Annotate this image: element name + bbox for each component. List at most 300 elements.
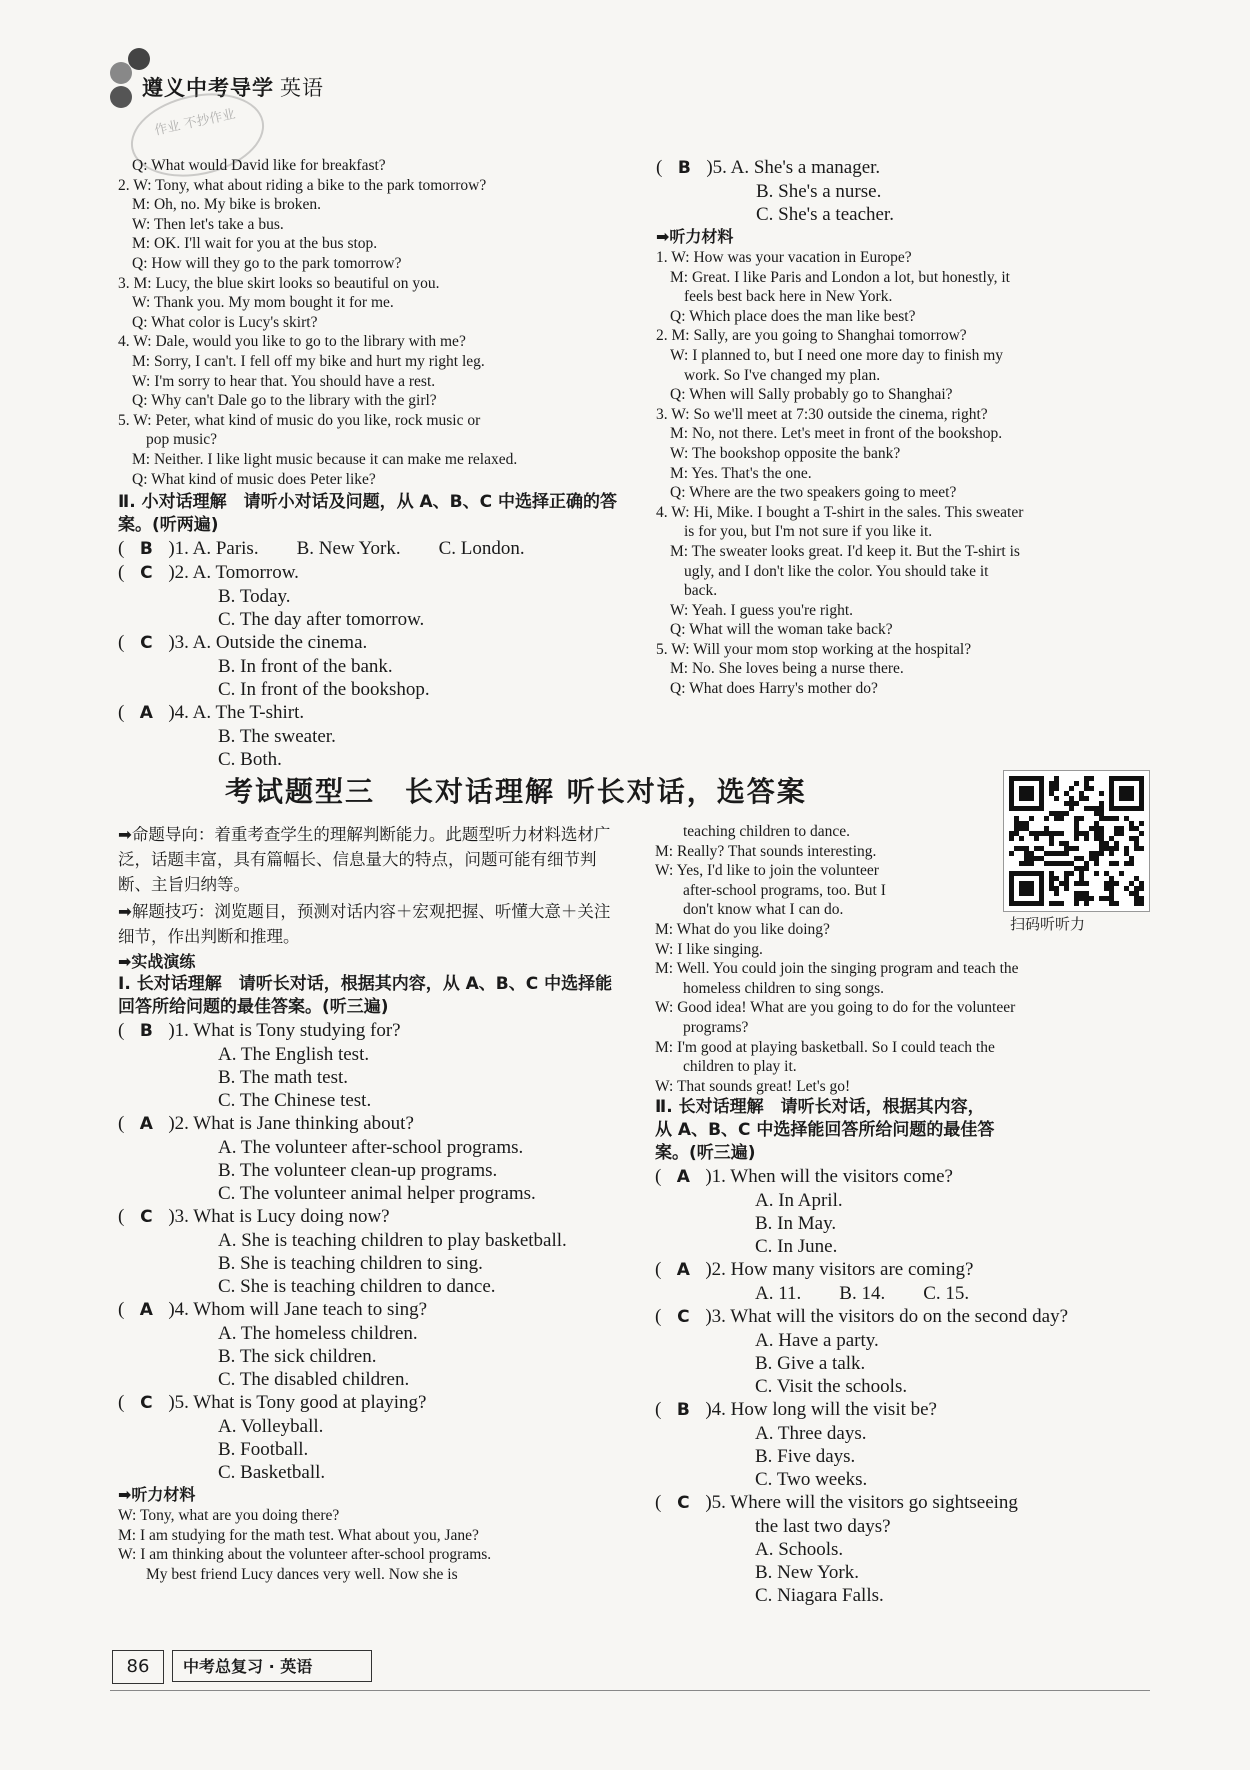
transcript-line: Q: What kind of music does Peter like? <box>132 470 376 488</box>
qr-module <box>1074 801 1079 806</box>
qr-module <box>1019 836 1024 841</box>
transcript-line: W: That sounds great! Let's go! <box>655 1077 851 1095</box>
qr-module <box>1014 816 1019 821</box>
qr-module <box>1034 846 1039 851</box>
transcript-line: M: Really? That sounds interesting. <box>655 842 877 860</box>
qr-module <box>1119 831 1124 836</box>
paren: ( <box>118 1020 125 1041</box>
transcript-line: M: No. She loves being a nurse there. <box>670 660 904 678</box>
qr-module <box>1064 801 1069 806</box>
hexagon-decoration-icon <box>110 62 132 84</box>
answer-option: B. The math test. <box>218 1067 348 1088</box>
right-top-column <box>656 156 1156 699</box>
qr-module <box>1099 851 1104 856</box>
page-header <box>110 48 510 108</box>
qr-module <box>1074 881 1079 886</box>
qr-module <box>1129 891 1134 896</box>
qr-module <box>1094 836 1099 841</box>
qr-module <box>1019 846 1024 851</box>
answer-option: B. New York. <box>755 1562 859 1584</box>
qr-module <box>1079 816 1084 821</box>
qr-module <box>1124 851 1129 856</box>
qr-module <box>1114 816 1119 821</box>
qr-code-icon[interactable] <box>1003 770 1150 912</box>
listening-material-marker: ➡听力材料 <box>118 1485 196 1504</box>
transcript-line: after-school programs, too. But I <box>683 881 886 899</box>
qr-module <box>1049 841 1054 846</box>
qr-module <box>1049 876 1054 881</box>
qr-module <box>1084 861 1089 866</box>
transcript-line: W: Thank you. My mom bought it for me. <box>132 294 394 312</box>
question-row <box>118 1298 613 1322</box>
qr-module <box>1044 831 1049 836</box>
qr-module <box>1134 841 1139 846</box>
qr-module <box>1029 861 1034 866</box>
qr-module <box>1099 836 1104 841</box>
qr-module <box>1049 871 1054 876</box>
transcript-line: feels best back here in New York. <box>684 288 893 306</box>
qr-module <box>1119 826 1124 831</box>
qr-module <box>1129 861 1134 866</box>
transcript-line: 4. W: Hi, Mike. I bought a T-shirt in the sales. This sweater <box>656 503 1024 521</box>
qr-module <box>1094 806 1099 811</box>
qr-module <box>1099 816 1104 821</box>
answer-letter: A <box>676 1260 690 1281</box>
qr-module <box>1039 871 1044 906</box>
left-bottom-column <box>118 822 613 1584</box>
answer-option: C. Basketball. <box>218 1462 326 1483</box>
transcript-line: pop music? <box>146 431 218 449</box>
answer-option: B. The volunteer clean-up programs. <box>218 1160 498 1181</box>
answer-option: B. Football. <box>218 1439 309 1460</box>
qr-module <box>1019 861 1024 866</box>
qr-module <box>1134 876 1139 881</box>
qr-module <box>1054 781 1059 786</box>
transcript-line: M: Yes. That's the one. <box>670 464 812 482</box>
hexagon-decoration-icon <box>128 48 150 70</box>
answer-option: B. Today. <box>218 586 291 608</box>
qr-module <box>1084 781 1089 786</box>
answer-letter: C <box>677 1307 690 1328</box>
section-title: Ⅰ. 长对话理解 请听长对话，根据其内容，从 A、B、C 中选择能回答所给问题的最佳答案。(听三遍) <box>118 974 613 1017</box>
qr-module <box>1009 871 1014 906</box>
qr-module <box>1084 881 1089 886</box>
transcript-line: M: What do you like doing? <box>655 920 830 938</box>
question-row <box>118 1112 613 1136</box>
transcript-line: Q: Which place does the man like best? <box>670 307 916 325</box>
qr-module <box>1089 851 1094 856</box>
question-row <box>118 1019 613 1043</box>
qr-module <box>1034 831 1039 836</box>
paren: ( <box>118 538 125 560</box>
transcript-line: 3. W: So we'll meet at 7:30 outside the cinema, right? <box>656 405 988 423</box>
question-row <box>118 631 618 655</box>
answer-option: A. The homeless children. <box>218 1323 418 1344</box>
transcript-line: M: The sweater looks great. I'd keep it. But the T-shirt is <box>670 542 1020 560</box>
transcript-line: back. <box>684 582 718 600</box>
qr-module <box>1064 886 1069 891</box>
transcript-line: M: I am studying for the math test. What about you, Jane? <box>118 1526 479 1544</box>
answer-option: A. The English test. <box>218 1044 370 1065</box>
transcript-line: don't know what I can do. <box>683 901 844 919</box>
qr-module <box>1109 891 1114 896</box>
transcript-line: M: Great. I like Paris and London a lot, but honestly, it <box>670 268 1010 286</box>
qr-module <box>1109 806 1144 811</box>
section-heading: 考试题型三 长对话理解 听长对话，选答案 <box>225 775 807 808</box>
qr-module <box>1079 891 1084 896</box>
qr-module <box>1079 876 1084 881</box>
qr-module <box>1109 901 1114 906</box>
qr-module <box>1079 791 1084 796</box>
question-row <box>655 1491 1018 1515</box>
answer-letter: A <box>139 1300 153 1320</box>
qr-module <box>1109 896 1114 901</box>
section-title: Ⅱ. 小对话理解 请听小对话及问题，从 A、B、C 中选择正确的答案。(听两遍) <box>118 492 618 536</box>
transcript-line: W: Yes, I'd like to join the volunteer <box>655 862 879 880</box>
qr-module <box>1024 856 1029 861</box>
qr-module <box>1114 861 1119 866</box>
qr-module <box>1094 861 1099 866</box>
qr-module <box>1109 846 1114 851</box>
qr-module <box>1049 811 1054 816</box>
transcript-line: W: Tony, what are you doing there? <box>118 1507 340 1524</box>
qr-module <box>1089 786 1094 791</box>
answer-option: B. Give a talk. <box>755 1353 866 1375</box>
qr-module <box>1094 871 1099 876</box>
qr-module <box>1034 856 1039 861</box>
transcript-line: W: Good idea! What are you going to do for the volunteer <box>655 999 1016 1017</box>
answer-option: C. The volunteer animal helper programs. <box>218 1183 536 1204</box>
transcript-line: Q: What would David like for breakfast? <box>132 157 386 174</box>
qr-module <box>1129 856 1134 861</box>
answer-letter: B <box>676 1400 690 1421</box>
question-row <box>655 1398 995 1422</box>
qr-module <box>1134 901 1139 906</box>
qr-module <box>1064 881 1069 886</box>
paren: ( <box>118 1113 125 1134</box>
qr-module <box>1069 846 1074 851</box>
qr-module <box>1139 831 1144 836</box>
qr-module <box>1009 836 1014 841</box>
question-stem: )4. Whom will Jane teach to sing? <box>168 1299 428 1320</box>
qr-module <box>1029 831 1034 836</box>
answer-option: B. She is teaching children to sing. <box>218 1253 483 1274</box>
qr-module <box>1009 901 1044 906</box>
qr-module <box>1009 806 1044 811</box>
transcript-line: Q: Why can't Dale go to the library with the girl? <box>132 392 437 410</box>
qr-module <box>1044 816 1049 821</box>
qr-module <box>1049 831 1054 836</box>
qr-module <box>1069 806 1074 811</box>
qr-module <box>1139 776 1144 811</box>
qr-module <box>1019 881 1034 896</box>
transcript-line: W: I planned to, but I need one more day to finish my <box>670 346 1004 364</box>
qr-module <box>1064 861 1069 866</box>
transcript-line: W: I'm sorry to hear that. You should have a rest. <box>132 372 436 390</box>
qr-module <box>1054 831 1059 836</box>
transcript-line: Q: How will they go to the park tomorrow? <box>132 254 402 272</box>
qr-module <box>1139 881 1144 886</box>
qr-module <box>1074 826 1079 831</box>
hexagon-decoration-icon <box>110 86 132 108</box>
qr-module <box>1119 786 1134 801</box>
qr-module <box>1019 786 1034 801</box>
qr-module <box>1074 831 1079 836</box>
qr-label: 扫码听听力 <box>1010 915 1086 933</box>
qr-module <box>1079 866 1084 871</box>
answer-option: C. In front of the bookshop. <box>218 679 430 701</box>
qr-module <box>1074 846 1079 851</box>
qr-module <box>1054 861 1059 866</box>
qr-module <box>1054 811 1059 816</box>
qr-module <box>1049 886 1054 891</box>
transcript-line: M: No, not there. Let's meet in front of the bookshop. <box>670 425 1003 443</box>
qr-module <box>1094 831 1099 836</box>
brand-title: 遵义中考导学 英语 <box>142 76 324 100</box>
qr-module <box>1084 796 1089 801</box>
qr-module <box>1134 886 1139 891</box>
qr-module <box>1124 846 1129 851</box>
qr-module <box>1014 826 1019 831</box>
answer-option: A. In April. <box>755 1190 843 1212</box>
qr-module <box>1124 861 1129 866</box>
qr-module <box>1044 861 1049 866</box>
answer-letter: A <box>676 1167 690 1188</box>
answer-option: C. The Chinese test. <box>218 1090 372 1111</box>
section-title: Ⅱ. 长对话理解 请听长对话，根据其内容，从 A、B、C 中选择能回答所给问题的最佳答案。(听三遍) <box>655 1097 995 1164</box>
question-row <box>655 1258 995 1282</box>
qr-module <box>1089 896 1094 901</box>
paren: ( <box>655 1166 662 1188</box>
qr-module <box>1099 841 1104 846</box>
qr-module <box>1049 786 1054 791</box>
transcript-line: W: Then let's take a bus. <box>132 215 284 233</box>
qr-module <box>1009 831 1014 836</box>
answer-option: C. Both. <box>218 749 282 771</box>
paren: ( <box>118 1299 125 1320</box>
qr-module <box>1029 851 1034 856</box>
question-stem: )3. A. Outside the cinema. <box>168 632 368 654</box>
qr-module <box>1134 846 1139 851</box>
qr-module <box>1129 826 1134 831</box>
qr-module <box>1029 856 1034 861</box>
qr-module <box>1054 876 1059 881</box>
qr-module <box>1054 901 1059 906</box>
qr-module <box>1084 776 1089 781</box>
qr-module <box>1094 826 1099 831</box>
question-stem: )2. What is Jane thinking about? <box>168 1113 414 1134</box>
qr-module <box>1024 846 1029 851</box>
answer-option: B. The sweater. <box>218 726 336 748</box>
question-stem: )5. What is Tony good at playing? <box>168 1392 427 1413</box>
qr-module <box>1069 861 1074 866</box>
question-stem: )4. How long will the visit be? <box>705 1399 937 1421</box>
transcript-line: 5. W: Peter, what kind of music do you like, rock music or <box>118 411 481 429</box>
transcript-line: M: Well. You could join the singing program and teach the <box>655 960 1019 978</box>
paren: ( <box>656 157 663 178</box>
qr-module <box>1129 836 1134 841</box>
transcript-line: ugly, and I don't like the color. You should take it <box>684 562 989 580</box>
answer-letter: B <box>139 539 153 560</box>
transcript-line: Q: Where are the two speakers going to meet? <box>670 484 957 502</box>
answer-option: C. Niagara Falls. <box>755 1585 884 1607</box>
question-stem: )1. A. Paris. B. New York. C. London. <box>168 538 525 560</box>
qr-module <box>1079 831 1084 836</box>
answer-option: the last two days? <box>755 1516 891 1538</box>
qr-module <box>1139 896 1144 901</box>
qr-module <box>1009 871 1044 876</box>
answer-option: B. In front of the bank. <box>218 656 393 678</box>
qr-module <box>1094 856 1099 861</box>
answer-letter: C <box>677 1493 690 1514</box>
qr-module <box>1049 791 1054 796</box>
stamp-watermark: 作业 不抄作业 <box>123 82 272 188</box>
qr-module <box>1059 861 1064 866</box>
qr-module <box>1089 806 1094 811</box>
qr-module <box>1124 816 1129 821</box>
qr-module <box>1074 896 1079 901</box>
paren: ( <box>655 1492 662 1514</box>
answer-option: C. In June. <box>755 1236 838 1258</box>
qr-module <box>1079 856 1084 861</box>
transcript-line: Q: When will Sally probably go to Shanghai? <box>670 386 953 404</box>
question-row <box>655 1305 1069 1329</box>
transcript-line: teaching children to dance. <box>683 823 850 840</box>
qr-module <box>1019 821 1024 826</box>
transcript-line: homeless children to sing songs. <box>683 979 885 997</box>
qr-module <box>1109 861 1114 866</box>
qr-module <box>1074 816 1079 821</box>
qr-module <box>1104 846 1109 851</box>
paren: ( <box>655 1399 662 1421</box>
qr-module <box>1059 811 1064 816</box>
qr-module <box>1049 861 1054 866</box>
transcript-line: M: I'm good at playing basketball. So I could teach the <box>655 1038 995 1056</box>
left-top-column <box>118 156 618 771</box>
transcript-line: W: Yeah. I guess you're right. <box>670 601 854 619</box>
qr-module <box>1064 791 1069 796</box>
qr-module <box>1079 881 1084 886</box>
answer-letter: C <box>140 1207 153 1227</box>
qr-module <box>1059 901 1064 906</box>
qr-module <box>1044 826 1049 831</box>
answer-letter: C <box>140 563 153 584</box>
answer-option: A. She is teaching children to play basketball. <box>218 1230 567 1251</box>
transcript-line: 3. M: Lucy, the blue skirt looks so beautiful on you. <box>118 274 440 292</box>
qr-module <box>1009 851 1014 856</box>
qr-module <box>1039 776 1044 811</box>
qr-module <box>1099 791 1104 796</box>
qr-module <box>1049 851 1054 856</box>
qr-module <box>1074 856 1079 861</box>
qr-module <box>1049 781 1054 786</box>
qr-module <box>1114 901 1119 906</box>
qr-module <box>1019 826 1024 831</box>
qr-module <box>1024 851 1029 856</box>
qr-module <box>1054 816 1059 821</box>
qr-module <box>1109 776 1114 811</box>
paren: ( <box>118 1392 125 1413</box>
footer-rule <box>110 1690 1150 1691</box>
qr-module <box>1054 891 1059 896</box>
transcript-line: programs? <box>683 1018 749 1036</box>
qr-module <box>1109 881 1114 886</box>
qr-module <box>1024 861 1029 866</box>
transcript-line: W: The bookshop opposite the bank? <box>670 444 901 462</box>
qr-module <box>1109 886 1114 891</box>
qr-module <box>1109 851 1114 856</box>
paren: ( <box>655 1259 662 1281</box>
answer-option: A. Volleyball. <box>218 1416 324 1437</box>
qr-module <box>1124 886 1129 891</box>
answer-option: B. The sick children. <box>218 1346 377 1367</box>
question-stem: )1. When will the visitors come? <box>705 1166 953 1188</box>
qr-module <box>1134 896 1139 901</box>
qr-module <box>1059 841 1064 846</box>
qr-module <box>1059 816 1064 821</box>
qr-module <box>1104 896 1109 901</box>
qr-module <box>1104 816 1109 821</box>
paren: ( <box>655 1306 662 1328</box>
qr-module <box>1084 896 1089 901</box>
qr-module <box>1114 881 1119 886</box>
qr-module <box>1079 896 1084 901</box>
answer-option: A. 11. B. 14. C. 15. <box>755 1283 970 1305</box>
question-row <box>655 1165 995 1189</box>
answer-option: C. She is teaching children to dance. <box>218 1276 496 1297</box>
transcript-line: Q: What color is Lucy's skirt? <box>132 313 318 331</box>
qr-module <box>1109 776 1144 781</box>
answer-option: B. In May. <box>755 1213 837 1235</box>
qr-code-graphic <box>1004 771 1149 911</box>
qr-module <box>1099 831 1104 836</box>
qr-module <box>1109 816 1114 821</box>
answer-letter: C <box>140 1393 153 1413</box>
qr-module <box>1084 836 1089 841</box>
answer-option: C. Visit the schools. <box>755 1376 908 1398</box>
qr-module <box>1054 776 1059 781</box>
qr-module <box>1099 801 1104 806</box>
answer-letter: B <box>677 158 691 178</box>
qr-module <box>1094 821 1099 826</box>
qr-module <box>1054 786 1059 791</box>
qr-module <box>1064 871 1069 876</box>
intro-paragraph: ➡解题技巧：浏览题目，预测对话内容＋宏观把握、听懂大意＋关注细节，作出判断和推理。 <box>118 902 611 946</box>
qr-module <box>1099 811 1104 816</box>
qr-module <box>1074 781 1079 786</box>
qr-module <box>1099 896 1104 901</box>
qr-module <box>1044 851 1049 856</box>
qr-module <box>1139 901 1144 906</box>
qr-module <box>1099 846 1104 851</box>
transcript-line: work. So I've changed my plan. <box>684 366 881 384</box>
paren: ( <box>118 1206 125 1227</box>
answer-option: C. Two weeks. <box>755 1469 868 1491</box>
qr-module <box>1074 901 1079 906</box>
qr-module <box>1069 871 1074 876</box>
practice-marker: ➡实战演练 <box>118 952 196 971</box>
question-stem: )5. A. She's a manager. <box>706 157 881 178</box>
qr-module <box>1129 881 1134 886</box>
answer-option: B. Five days. <box>755 1446 856 1468</box>
qr-module <box>1114 841 1119 846</box>
qr-module <box>1054 796 1059 801</box>
qr-module <box>1049 901 1054 906</box>
answer-letter: A <box>139 703 153 724</box>
question-stem: )3. What will the visitors do on the second day? <box>705 1306 1069 1328</box>
qr-module <box>1039 856 1044 861</box>
qr-module <box>1064 876 1069 881</box>
